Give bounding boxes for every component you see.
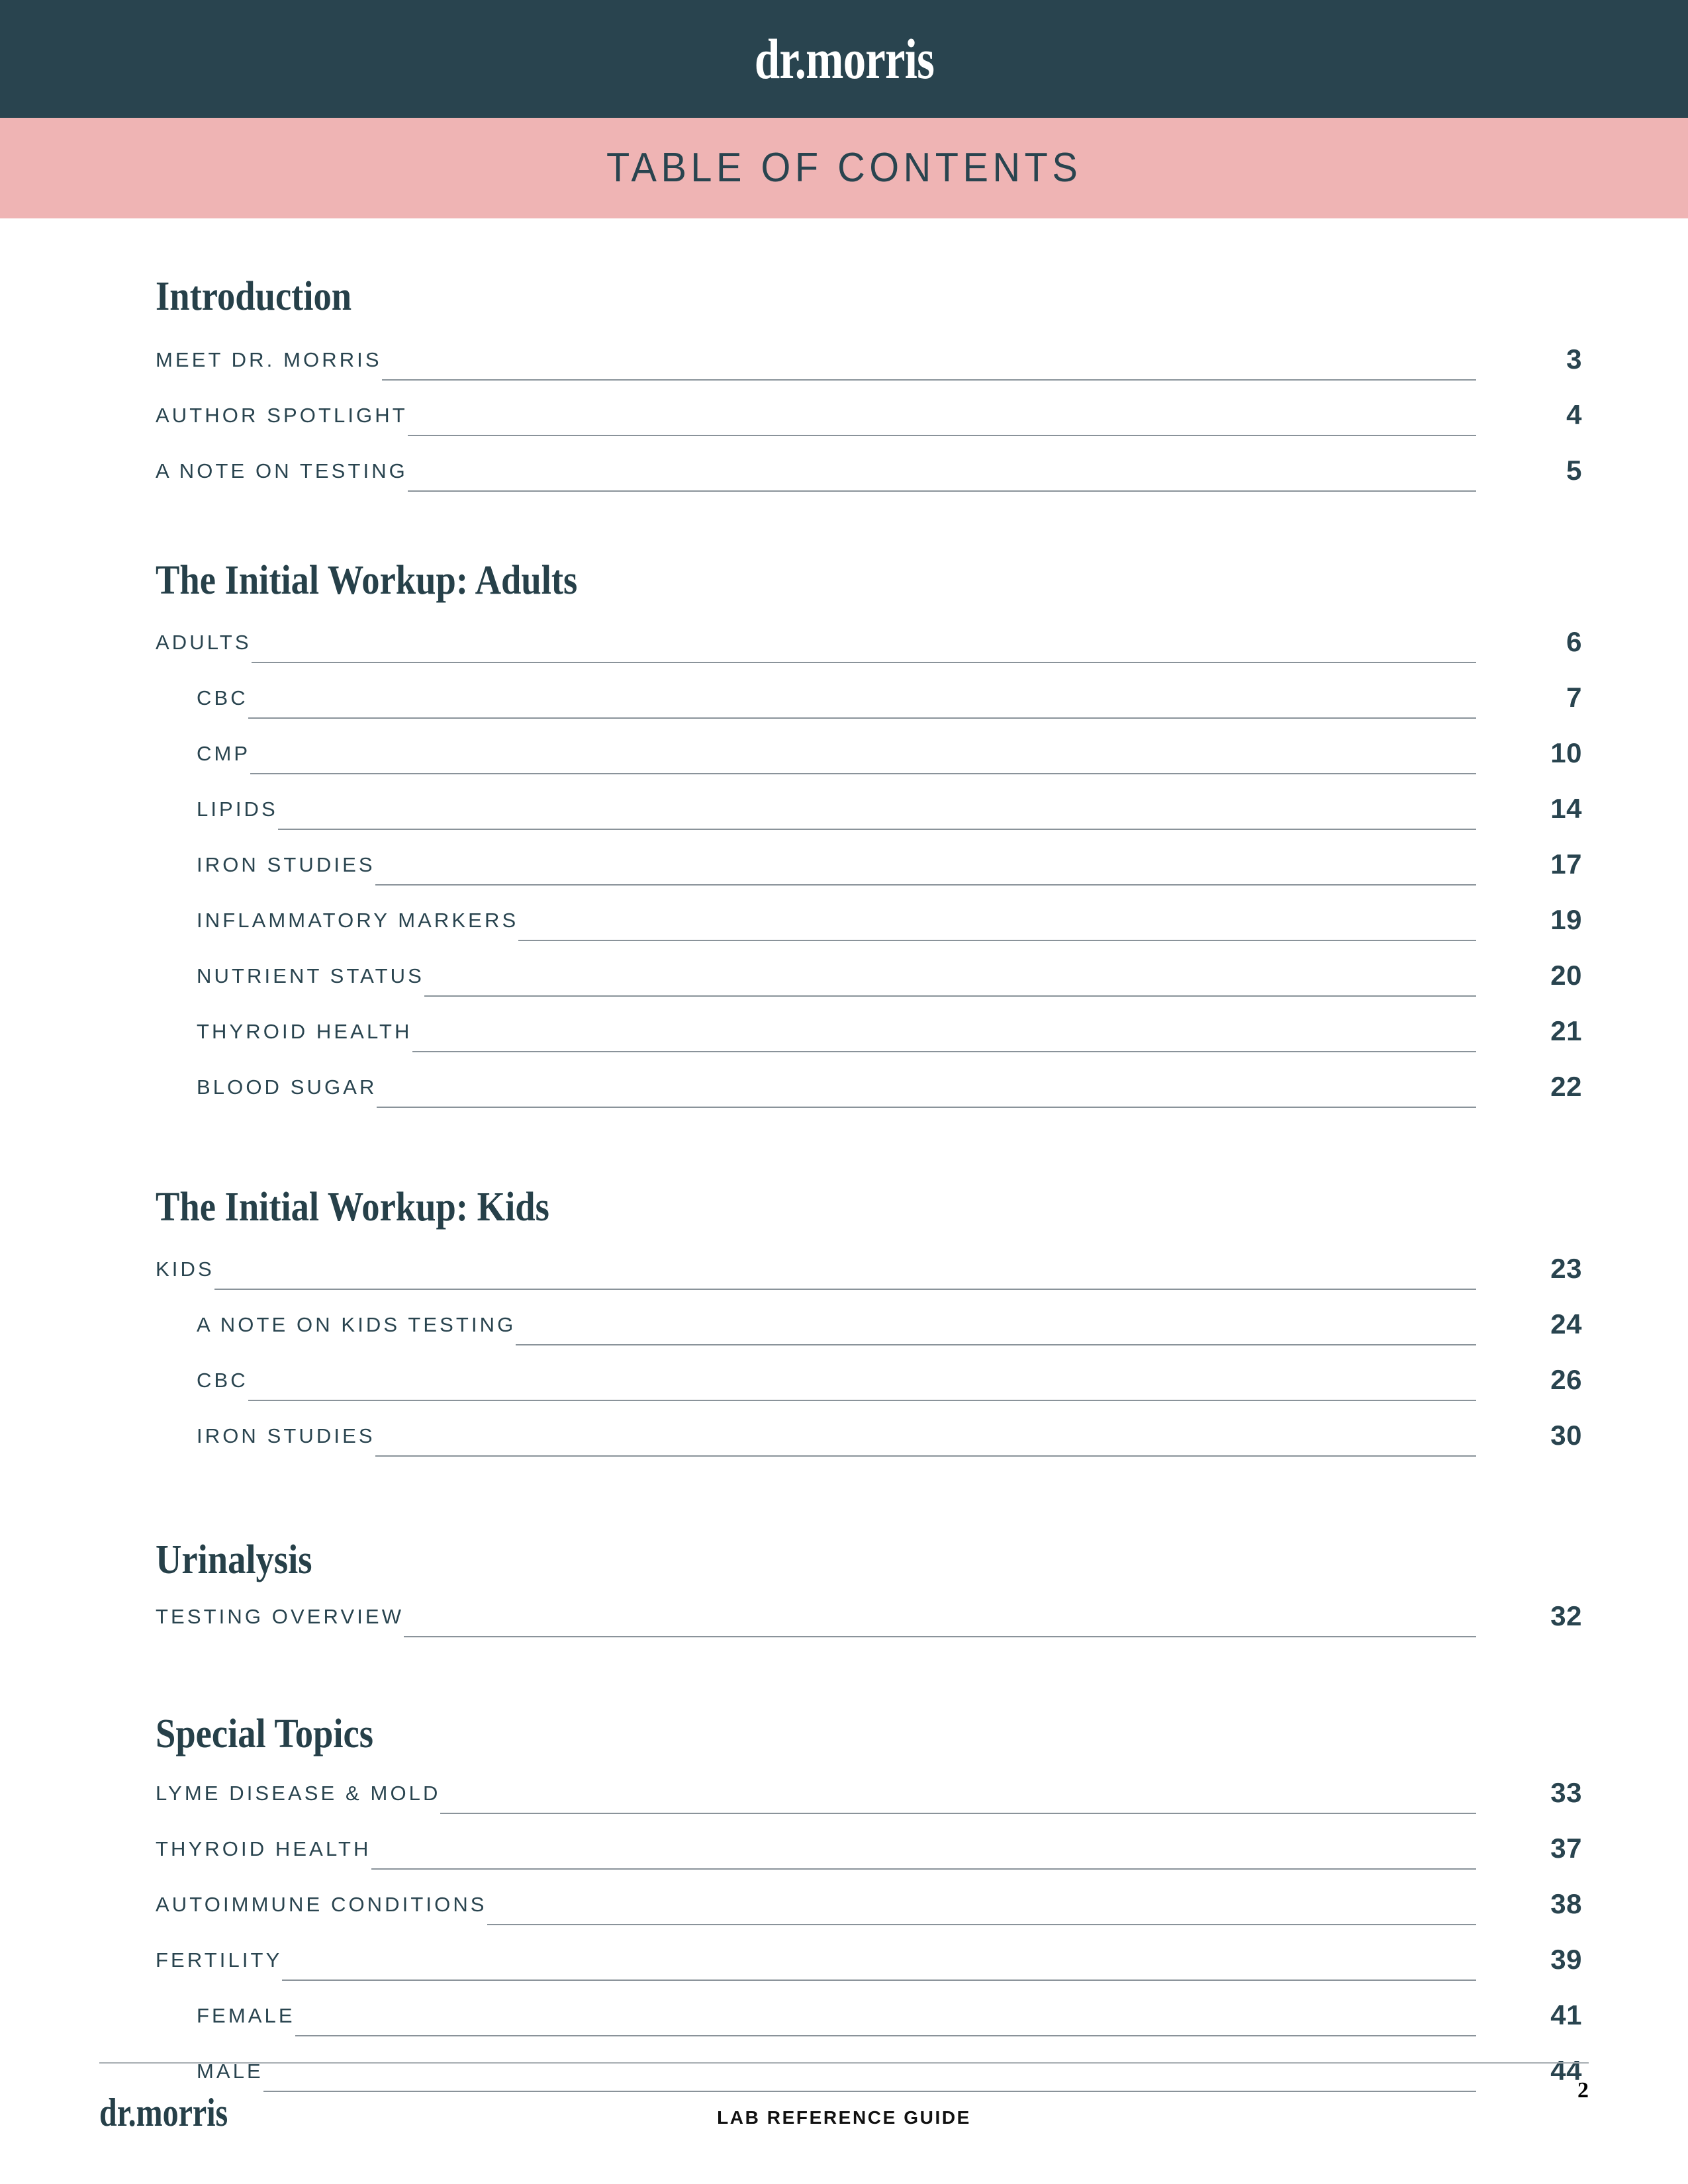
toc-entry[interactable]: [156, 1297, 1582, 1352]
toc-entry-label: AUTOIMMUNE CONDITIONS: [156, 1892, 487, 1916]
toc-leader-line: [377, 1059, 1476, 1115]
toc-entry-page-number: 30: [1550, 1420, 1582, 1451]
toc-leader-line: [412, 1003, 1476, 1059]
toc-entry-label: A NOTE ON TESTING: [156, 459, 408, 482]
toc-entry[interactable]: [156, 1408, 1582, 1463]
toc-entry[interactable]: [156, 892, 1582, 948]
toc-entry[interactable]: [156, 1059, 1582, 1115]
toc-leader-line: [424, 948, 1476, 1003]
toc-entry-label: KIDS: [156, 1257, 214, 1281]
toc-entry[interactable]: [156, 837, 1582, 892]
section-heading: The Initial Workup: Adults: [156, 558, 578, 604]
toc-entry-page-number: 33: [1550, 1777, 1582, 1809]
toc-leader-line: [382, 332, 1476, 387]
toc-leader-line: [440, 1765, 1476, 1821]
toc-entry-page-number: 10: [1550, 737, 1582, 769]
toc-entry-label: MALE: [197, 2059, 263, 2083]
toc-section: [0, 559, 1688, 1115]
toc-entry-label: FEMALE: [197, 2003, 295, 2027]
toc-entry[interactable]: [156, 1932, 1582, 1987]
toc-section: [0, 1186, 1688, 1463]
toc-entry[interactable]: [156, 614, 1582, 670]
toc-leader-line: [248, 670, 1476, 725]
toc-section: [0, 1713, 1688, 2099]
toc-entry[interactable]: [156, 1876, 1582, 1932]
toc-entry-page-number: 14: [1550, 793, 1582, 825]
toc-leader-line: [408, 387, 1476, 443]
toc-entry[interactable]: [156, 1987, 1582, 2043]
toc-entry-label: AUTHOR SPOTLIGHT: [156, 403, 408, 427]
toc-entry-page-number: 22: [1550, 1071, 1582, 1103]
toc-entry-page-number: 37: [1550, 1833, 1582, 1864]
toc-entry[interactable]: [156, 443, 1582, 498]
section-heading: Urinalysis: [156, 1537, 312, 1583]
toc-entry-label: A NOTE ON KIDS TESTING: [197, 1312, 516, 1336]
toc-entry-label: IRON STUDIES: [197, 1424, 375, 1447]
toc-entry-page-number: 39: [1550, 1944, 1582, 1976]
toc-entry-page-number: 5: [1566, 455, 1582, 486]
toc-entry[interactable]: [156, 1588, 1582, 1644]
toc-entry-page-number: 3: [1566, 343, 1582, 375]
toc-leader-line: [278, 781, 1476, 837]
toc-entry-label: CMP: [197, 741, 251, 765]
footer-guide-label: LAB REFERENCE GUIDE: [717, 2107, 971, 2128]
toc-leader-line: [252, 614, 1476, 670]
toc-leader-line: [375, 1408, 1476, 1463]
footer-page-number: 2: [1577, 2078, 1589, 2103]
toc-entry-page-number: 26: [1550, 1364, 1582, 1396]
toc-leader-line: [487, 1876, 1476, 1932]
toc-entry-label: LYME DISEASE & MOLD: [156, 1781, 441, 1805]
footer-brand-logo: dr.morris: [99, 2091, 228, 2134]
toc-entry[interactable]: [156, 1241, 1582, 1297]
toc-leader-line: [404, 1588, 1476, 1644]
toc-entry-label: LIPIDS: [197, 797, 278, 821]
toc-entry[interactable]: [156, 332, 1582, 387]
section-heading: Special Topics: [156, 1711, 373, 1757]
toc-entry[interactable]: [156, 387, 1582, 443]
toc-entry-label: ADULTS: [156, 630, 252, 654]
toc-entry-label: THYROID HEALTH: [156, 1837, 371, 1860]
brand-logo: dr.morris: [754, 27, 934, 91]
page-footer: [99, 2059, 1589, 2134]
toc-entry[interactable]: [156, 781, 1582, 837]
toc-entry-page-number: 24: [1550, 1308, 1582, 1340]
toc-entry-page-number: 7: [1566, 682, 1582, 713]
toc-entry[interactable]: [156, 948, 1582, 1003]
section-heading: The Initial Workup: Kids: [156, 1185, 549, 1230]
toc-leader-line: [516, 1297, 1476, 1352]
toc-entry-label: FERTILITY: [156, 1948, 283, 1972]
toc-entry-label: THYROID HEALTH: [197, 1019, 412, 1043]
toc-section: [0, 275, 1688, 498]
toc-leader-line: [282, 1932, 1476, 1987]
page-title: TABLE OF CONTENTS: [606, 145, 1082, 191]
toc-body: [0, 275, 1688, 2099]
toc-entry-page-number: 19: [1550, 904, 1582, 936]
toc-entry-page-number: 38: [1550, 1888, 1582, 1920]
toc-leader-line: [518, 892, 1476, 948]
toc-leader-line: [214, 1241, 1476, 1297]
toc-entry-label: MEET DR. MORRIS: [156, 347, 382, 371]
toc-leader-line: [408, 443, 1476, 498]
toc-entry-label: IRON STUDIES: [197, 852, 375, 876]
toc-entry[interactable]: [156, 670, 1582, 725]
toc-entry[interactable]: [156, 1003, 1582, 1059]
toc-entry-page-number: 23: [1550, 1253, 1582, 1285]
toc-entry-label: BLOOD SUGAR: [197, 1075, 377, 1099]
toc-entry-label: TESTING OVERVIEW: [156, 1604, 404, 1628]
toc-leader-line: [371, 1821, 1476, 1876]
toc-entry-label: INFLAMMATORY MARKERS: [197, 908, 519, 932]
toc-entry[interactable]: [156, 725, 1582, 781]
toc-entry-page-number: 20: [1550, 960, 1582, 991]
footer-divider: [99, 2062, 1589, 2064]
toc-leader-line: [295, 1987, 1476, 2043]
toc-entry-page-number: 4: [1566, 399, 1582, 431]
toc-entry[interactable]: [156, 1765, 1582, 1821]
toc-entry[interactable]: [156, 1352, 1582, 1408]
toc-entry-label: CBC: [197, 686, 248, 709]
toc-leader-line: [250, 725, 1476, 781]
toc-entry-label: CBC: [197, 1368, 248, 1392]
page-header: [0, 0, 1688, 118]
toc-entry-page-number: 17: [1550, 848, 1582, 880]
toc-entry-page-number: 32: [1550, 1600, 1582, 1632]
toc-section: [0, 1539, 1688, 1644]
toc-entry-page-number: 21: [1550, 1015, 1582, 1047]
toc-entry-page-number: 44: [1550, 2055, 1582, 2087]
toc-entry[interactable]: [156, 1821, 1582, 1876]
table-of-contents-banner: [0, 118, 1688, 218]
toc-entry-label: NUTRIENT STATUS: [197, 964, 424, 987]
toc-leader-line: [248, 1352, 1476, 1408]
toc-entry-page-number: 6: [1566, 626, 1582, 658]
section-heading: Introduction: [156, 274, 352, 319]
toc-entry-page-number: 41: [1550, 1999, 1582, 2031]
toc-leader-line: [375, 837, 1476, 892]
